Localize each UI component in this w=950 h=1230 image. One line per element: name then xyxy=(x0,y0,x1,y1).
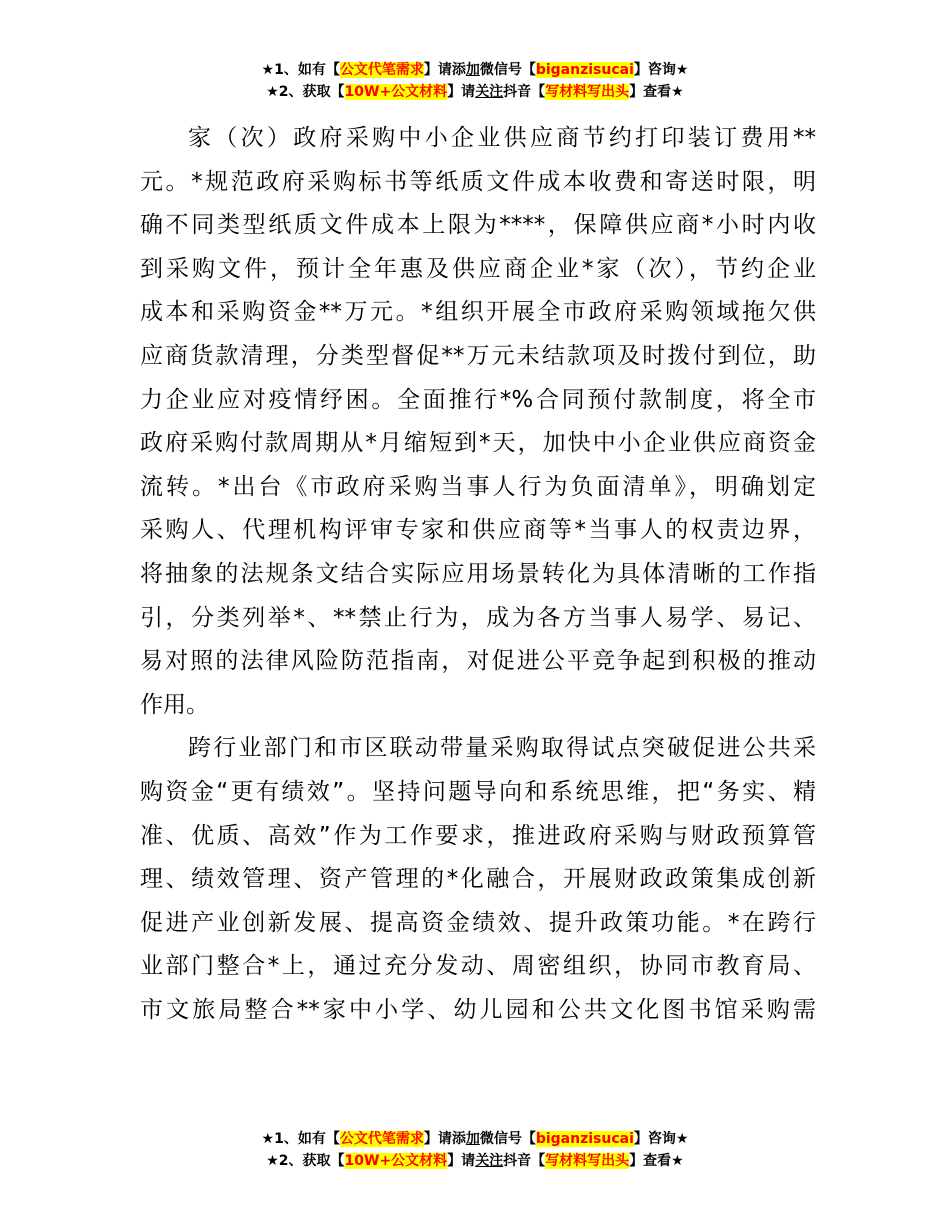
text-line: 将抽象的法规条文结合实际应用场景转化为具体清晰的工作指 xyxy=(140,560,816,587)
text-line: 市文旅局整合**家中小学、幼儿园和公共文化图书馆采购需 xyxy=(140,996,816,1023)
text-line: 成本和采购资金**万元。*组织开展全市政府采购领域拖欠供 xyxy=(140,299,816,326)
footer-banner xyxy=(0,1128,950,1172)
highlight-materials: 10W+公文材料 xyxy=(344,1153,448,1169)
highlight-service: 公文代笔需求 xyxy=(339,1131,424,1147)
banner-line-2: ★2、获取【10W+公文材料】请关注抖音【写材料写出头】查看★ xyxy=(266,1153,684,1169)
text-line: 作用。 xyxy=(140,691,209,718)
text-line: 促进产业创新发展、提高资金绩效、提升政策功能。*在跨行 xyxy=(140,909,816,936)
text-line: 购资金“更有绩效”。坚持问题导向和系统思维，把“务实、精 xyxy=(140,778,816,805)
text-line: 元。*规范政府采购标书等纸质文件成本收费和寄送时限，明 xyxy=(140,168,816,195)
text-line: 应商货款清理，分类型督促**万元未结款项及时拨付到位，助 xyxy=(140,342,816,369)
text-line: 跨行业部门和市区联动带量采购取得试点突破促进公共采 xyxy=(188,735,816,762)
paragraph-2 xyxy=(140,727,816,1032)
banner-line-1: ★1、如有【公文代笔需求】请添加微信号【biganzisucai】咨询★ xyxy=(261,1131,689,1147)
highlight-materials: 10W+公文材料 xyxy=(344,84,448,100)
banner-line-2: ★2、获取【10W+公文材料】请关注抖音【写材料写出头】查看★ xyxy=(266,84,684,100)
text-line: 业部门整合*上，通过充分发动、周密组织，协同市教育局、 xyxy=(140,953,816,980)
text-line: 家（次）政府采购中小企业供应商节约打印装订费用** xyxy=(188,125,816,151)
highlight-douyin-id: 写材料写出头 xyxy=(545,1153,630,1169)
text-line: 确不同类型纸质文件成本上限为****，保障供应商*小时内收 xyxy=(140,212,816,239)
text-line: 到采购文件，预计全年惠及供应商企业*家（次），节约企业 xyxy=(140,255,816,282)
text-line: 引，分类列举*、**禁止行为，成为各方当事人易学、易记、 xyxy=(140,604,816,631)
document-body xyxy=(140,117,816,1032)
text-line: 准、优质、高效”作为工作要求，推进政府采购与财政预算管 xyxy=(140,822,816,849)
paragraph-1 xyxy=(140,117,816,727)
highlight-douyin-id: 写材料写出头 xyxy=(545,84,630,100)
header-banner xyxy=(0,59,950,103)
text-line: 采购人、代理机构评审专家和供应商等*当事人的权责边界， xyxy=(140,517,816,544)
text-line: 政府采购付款周期从*月缩短到*天，加快中小企业供应商资金 xyxy=(140,430,816,457)
highlight-service: 公文代笔需求 xyxy=(339,62,424,78)
text-line: 流转。*出台《市政府采购当事人行为负面清单》，明确划定 xyxy=(140,473,816,500)
text-line: 力企业应对疫情纾困。全面推行*%合同预付款制度，将全市 xyxy=(140,386,816,413)
text-line: 易对照的法律风险防范指南，对促进公平竞争起到积极的推动 xyxy=(140,648,816,675)
highlight-wechat-id: biganzisucai xyxy=(535,62,634,78)
highlight-wechat-id: biganzisucai xyxy=(535,1131,634,1147)
text-line: 理、绩效管理、资产管理的*化融合，开展财政政策集成创新 xyxy=(140,866,816,893)
banner-line-1: ★1、如有【公文代笔需求】请添加微信号【biganzisucai】咨询★ xyxy=(261,62,689,78)
